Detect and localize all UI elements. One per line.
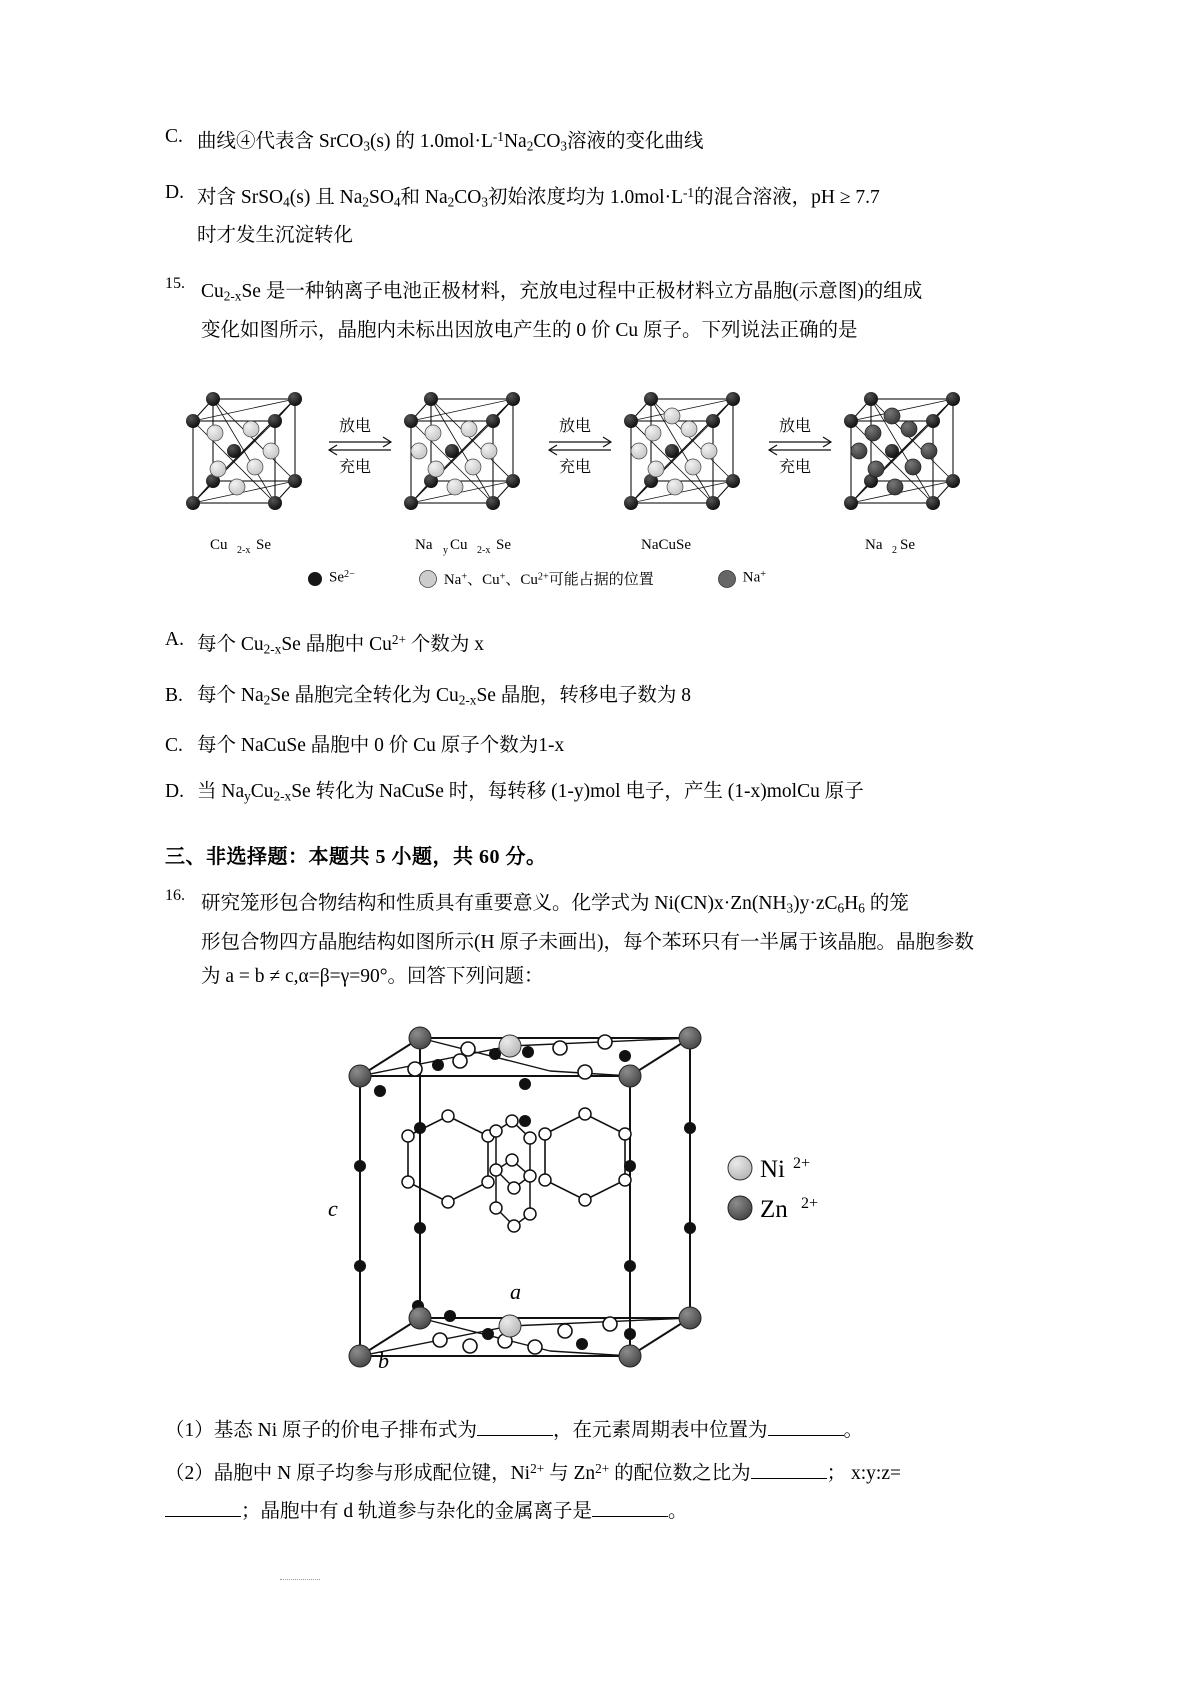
q15-legend [165, 567, 1035, 589]
page-footer-rule [280, 1579, 320, 1580]
option-d-q15 [165, 775, 1035, 814]
legend-se-label: $Se^{2-}$ [329, 569, 355, 586]
question-15-stem: $Cu_{2-x}Se$ 是一种钠离子电池正极材料，充放电过程中正极材料立方晶胞(示意图)的组成 变化如图所示，晶胞内未标出因放电产生的 0 价 Cu 原子。下列说法正确的是 [201, 281, 923, 342]
svg-text:Na: Na [865, 537, 883, 554]
q16-figure-svg [320, 1016, 880, 1411]
section-3-title: 三、非选择题：本题共 5 小题，共 60 分。 [165, 846, 547, 869]
svg-text:2+: 2+ [793, 1154, 811, 1172]
svg-text:Se: Se [496, 537, 511, 554]
svg-text:2: 2 [892, 545, 897, 557]
svg-text:2+: 2+ [801, 1194, 819, 1212]
na-ion-icon [716, 567, 738, 589]
answer-blank-2[interactable] [768, 1419, 844, 1436]
q16-sub-2: （2）晶胞中 N 原子均参与形成配位键，$Ni^{2+}$ 与 $Zn^{2+}$ 的配位数之比为 ； x:y:z= [165, 1460, 901, 1484]
option-a-q15 [165, 623, 1035, 667]
svg-text:Na: Na [415, 537, 433, 554]
axis-b-label: b [378, 1347, 389, 1373]
question-16-number: 16. [165, 887, 185, 905]
legend-mixed-label: Na+、Cu+、$Cu^{2+}$可能占据的位置 [443, 570, 654, 588]
option-d-q15-text: 当 $Na_yCu_{2-x}Se$ 转化为 NaCuSe 时，每转移 (1-y)mol 电子，产生 (1-x)molCu 原子 [197, 781, 864, 805]
q16-sub-2-line2: ；晶胞中有 d 轨道参与杂化的金属离子是 。 [165, 1494, 1035, 1530]
option-d-text: 对含 SrSO$_4$(s) 且 $Na_2SO_4$和 $Na_2CO_3$初始浓度均为 $1.0mol\cdot L^{-1}$的混合溶液，pH ≥ 7.7 时才发生沉淀转化 [197, 184, 880, 247]
svg-text:充电: 充电 [559, 459, 592, 477]
answer-blank-5[interactable] [592, 1500, 668, 1517]
svg-text:充电: 充电 [779, 459, 812, 477]
option-b-text: 每个 $Na_2Se$ 晶胞完全转化为 $Cu_{2-x}Se$ 晶胞，转移电子数为 8 [197, 684, 691, 708]
legend-item-se [305, 568, 355, 588]
option-c-text: 曲线④代表含 SrCO$_3$(s) 的 $1.0mol\cdot L^{-1}Na_2CO_3$溶液的变化曲线 [197, 129, 704, 154]
svg-text:NaCuSe: NaCuSe [641, 537, 691, 554]
option-c-q15-label: C. [165, 735, 183, 757]
option-c-q15 [165, 729, 1035, 763]
question-15-number: 15. [165, 275, 185, 293]
svg-text:Se: Se [900, 537, 915, 554]
mixed-site-icon [417, 567, 439, 589]
svg-text:充电: 充电 [339, 459, 372, 477]
legend-item-mixed [417, 567, 654, 589]
legend-item-na [716, 567, 766, 589]
option-c-label: C. [165, 126, 183, 147]
svg-text:y: y [443, 545, 448, 557]
axis-a-label: a [510, 1278, 521, 1304]
option-b-label: B. [165, 684, 183, 706]
svg-text:2-x: 2-x [477, 545, 491, 557]
se-ion-icon [305, 568, 325, 588]
svg-text:放电: 放电 [779, 418, 812, 436]
svg-text:2-x: 2-x [237, 545, 251, 557]
option-d-q15-label: D. [165, 781, 184, 803]
svg-text:放电: 放电 [559, 418, 592, 436]
answer-blank-1[interactable] [477, 1419, 553, 1436]
svg-text:Zn: Zn [760, 1195, 788, 1223]
option-b-q15 [165, 679, 1035, 718]
option-d-q14 [165, 176, 1035, 254]
option-d-label: D. [165, 181, 184, 203]
q16-clathrate-figure [165, 1016, 1035, 1411]
question-15 [165, 275, 1035, 362]
question-16 [165, 887, 1035, 1008]
svg-text:Cu: Cu [450, 537, 468, 554]
q15-unit-cell-figure [165, 376, 1035, 561]
q16-sub-1: （1）基态 Ni 原子的价电子排布式为 ，在元素周期表中位置为 。 [165, 1419, 864, 1441]
question-16-stem: 研究笼形包合物结构和性质具有重要意义。化学式为 $Ni(CN)x\cdot Zn(NH_3)y\cdot zC_6H_6$ 的笼 形包合物四方晶胞结构如图所示(H 原子未画出)，每个苯环只有一半属于该晶胞。晶胞参数 为 a = b ≠ c,α=β=γ=90°。回答下列问题： [201, 893, 974, 987]
legend-na-label: Na+ [742, 569, 766, 586]
option-c-q14 [165, 120, 1035, 164]
svg-text:Ni: Ni [760, 1155, 785, 1183]
option-c-q15-text: 每个 NaCuSe 晶胞中 0 价 Cu 原子个数为1-x [197, 735, 565, 757]
q15-figure-svg [175, 376, 1025, 561]
svg-text:放电: 放电 [339, 418, 372, 436]
option-a-label: A. [165, 629, 184, 651]
answer-blank-4[interactable] [165, 1500, 241, 1517]
axis-c-label: c [328, 1195, 338, 1221]
answer-blank-3[interactable] [751, 1462, 827, 1479]
svg-text:Se: Se [256, 537, 271, 554]
svg-text:Cu: Cu [210, 537, 228, 554]
option-a-text: 每个 $Cu_{2-x}Se$ 晶胞中 $Cu^{2+}$ 个数为 x [197, 632, 484, 657]
